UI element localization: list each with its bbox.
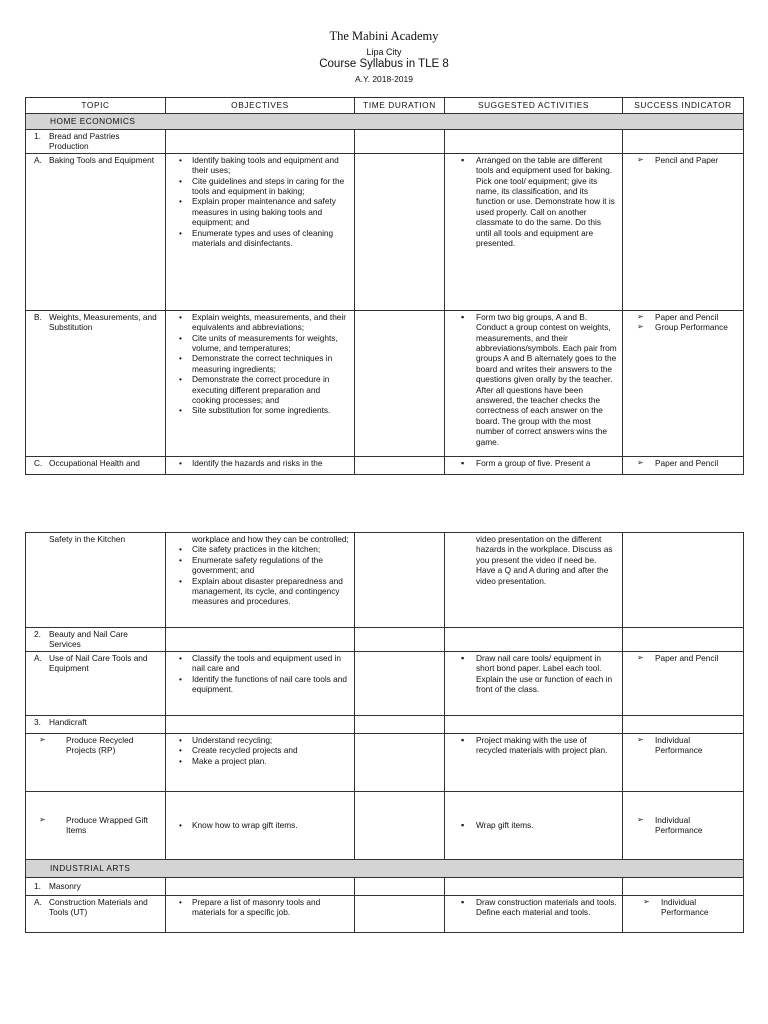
row-letter: A.	[34, 896, 42, 907]
objective-continuation: workplace and how they can be controlled;	[192, 534, 349, 544]
table-row	[26, 877, 744, 895]
table-row	[26, 895, 744, 932]
table-row	[26, 715, 744, 733]
indicator-item: ➢ Group Performance	[627, 322, 739, 332]
col-topic: TOPIC	[26, 98, 166, 114]
row-number: 3.	[34, 716, 41, 727]
objective-item: • Identify the hazards and risks in the	[170, 458, 350, 468]
table-row	[26, 130, 744, 154]
activity-item: ▪ Project making with the use of recycled materials with project plan.	[449, 735, 618, 756]
objective-item: • Understand recycling;	[170, 735, 350, 745]
indicator-item: ➢ Paper and Pencil	[627, 312, 739, 322]
objective-item: • Explain about disaster preparedness and management, its cycle, and contingency measures and procedures.	[170, 576, 350, 607]
objective-item: • Identify baking tools and equipment and their uses;	[170, 155, 350, 176]
col-success-indicator: SUCCESS INDICATOR	[623, 98, 744, 114]
topic-cell: Weights, Measurements, and Substitution	[49, 311, 157, 333]
topic-cell: Masonry	[49, 881, 81, 892]
topic-cell: Handicraft	[49, 716, 87, 727]
col-objectives: OBJECTIVES	[166, 98, 355, 114]
section-row	[26, 859, 744, 877]
table-row	[26, 791, 744, 859]
indicator-item: ➢ Paper and Pencil	[627, 653, 739, 663]
objective-item: • Site substitution for some ingredients.	[170, 405, 350, 415]
section-row	[26, 114, 744, 130]
col-time-duration: TIME DURATION	[355, 98, 445, 114]
objective-item: • Explain weights, measurements, and their equivalents and abbreviations;	[170, 312, 350, 333]
row-letter: A.	[34, 154, 42, 165]
activity-item: ▪ Draw construction materials and tools. Define each material and tools.	[449, 897, 618, 918]
indicator-item: ➢ Individual Performance	[627, 735, 739, 756]
objective-item: • Enumerate types and uses of cleaning materials and disinfectants.	[170, 228, 350, 249]
table-row	[26, 533, 744, 628]
activity-item: ▪ Form two big groups, A and B. Conduct a group contest on weights, measurements, and their abbreviations/symbols. Each pair from groups A and B alternately goes to the board and writes their answers to the questions given orally by the teacher. After all questions have been answered, the teacher checks the correctness of each answer on the board. The group with the most number of correct answers wins the game.	[449, 312, 618, 447]
table-row	[26, 310, 744, 456]
topic-cell: Baking Tools and Equipment	[49, 154, 155, 165]
table-row	[26, 651, 744, 715]
school-name: The Mabini Academy	[329, 29, 439, 43]
activity-item: ▪ Arranged on the table are different tools and equipment used for baking. Pick one tool/ equipment; give its name, its classification, and its function or use. Demonstrate how it is used properly. Call on another classmate to do the same. Do this until all tools and equipment are presented.	[449, 155, 618, 249]
syllabus-table-page-2	[25, 532, 744, 933]
indicator-item: ➢ Individual Performance	[627, 815, 739, 836]
indicator-item: ➢ Paper and Pencil	[627, 458, 739, 468]
table-row	[26, 456, 744, 474]
table-row	[26, 628, 744, 652]
arrow-bullet-icon: ➢	[39, 734, 46, 744]
table-row	[26, 153, 744, 310]
objective-item: • Prepare a list of masonry tools and materials for a specific job.	[170, 897, 350, 918]
objective-item: • Enumerate safety regulations of the government; and	[170, 555, 350, 576]
table-header-row	[26, 98, 744, 114]
row-number: 2.	[34, 629, 41, 639]
objective-item: • Explain proper maintenance and safety measures in using baking tools and equipment; and	[170, 196, 350, 227]
indicator-item: ➢ Individual Performance	[633, 897, 739, 918]
activity-item: ▪ Form a group of five. Present a	[449, 458, 618, 468]
objective-item: • Create recycled projects and	[170, 745, 350, 755]
topic-cell: Use of Nail Care Tools and Equipment	[49, 652, 148, 674]
section-title: INDUSTRIAL ARTS	[50, 863, 131, 874]
school-city: Lipa City	[366, 47, 402, 57]
topic-cell: Safety in the Kitchen	[49, 534, 126, 544]
arrow-bullet-icon: ➢	[39, 814, 46, 824]
objective-item: • Cite guidelines and steps in caring for the tools and equipment in baking;	[170, 176, 350, 197]
row-letter: B.	[34, 311, 42, 322]
objective-item: • Know how to wrap gift items.	[170, 820, 350, 830]
objective-item: • Demonstrate the correct procedure in executing different preparation and cooking processes; and	[170, 374, 350, 405]
row-number: 1.	[34, 131, 41, 141]
row-number: 1.	[34, 881, 41, 892]
col-suggested-activities: SUGGESTED ACTIVITIES	[445, 98, 623, 114]
activity-continuation: video presentation on the different hazards in the workplace. Discuss as you present the video if need be. Have a Q and A during and after the video presentation.	[476, 534, 613, 586]
table-row	[26, 733, 744, 791]
row-letter: C.	[34, 457, 43, 468]
objective-item: • Demonstrate the correct techniques in measuring ingredients;	[170, 353, 350, 374]
indicator-item: ➢ Pencil and Paper	[627, 155, 739, 165]
objective-item: • Make a project plan.	[170, 756, 350, 766]
topic-cell: Produce Recycled Projects (RP)	[66, 734, 134, 756]
topic-cell: Beauty and Nail Care Services	[49, 629, 128, 650]
objective-item: • Classify the tools and equipment used in nail care and	[170, 653, 350, 674]
topic-cell: Produce Wrapped Gift Items	[66, 814, 148, 836]
topic-cell: Construction Materials and Tools (UT)	[49, 896, 148, 918]
academic-year: A.Y. 2018-2019	[355, 74, 413, 84]
activity-item: ▪ Wrap gift items.	[449, 820, 618, 830]
topic-cell: Bread and Pastries Production	[49, 131, 120, 152]
section-title: HOME ECONOMICS	[50, 116, 136, 127]
objective-item: • Cite safety practices in the kitchen;	[170, 544, 350, 554]
row-letter: A.	[34, 652, 42, 663]
topic-cell: Occupational Health and	[49, 457, 140, 468]
activity-item: ▪ Draw nail care tools/ equipment in short bond paper. Label each tool. Explain the use or function of each in front of the class.	[449, 653, 618, 695]
course-title: Course Syllabus in TLE 8	[319, 58, 449, 70]
syllabus-table-page-1	[25, 97, 744, 475]
objective-item: • Cite units of measurements for weights, volume, and temperatures;	[170, 333, 350, 354]
objective-item: • Identify the functions of nail care tools and equipment.	[170, 674, 350, 695]
